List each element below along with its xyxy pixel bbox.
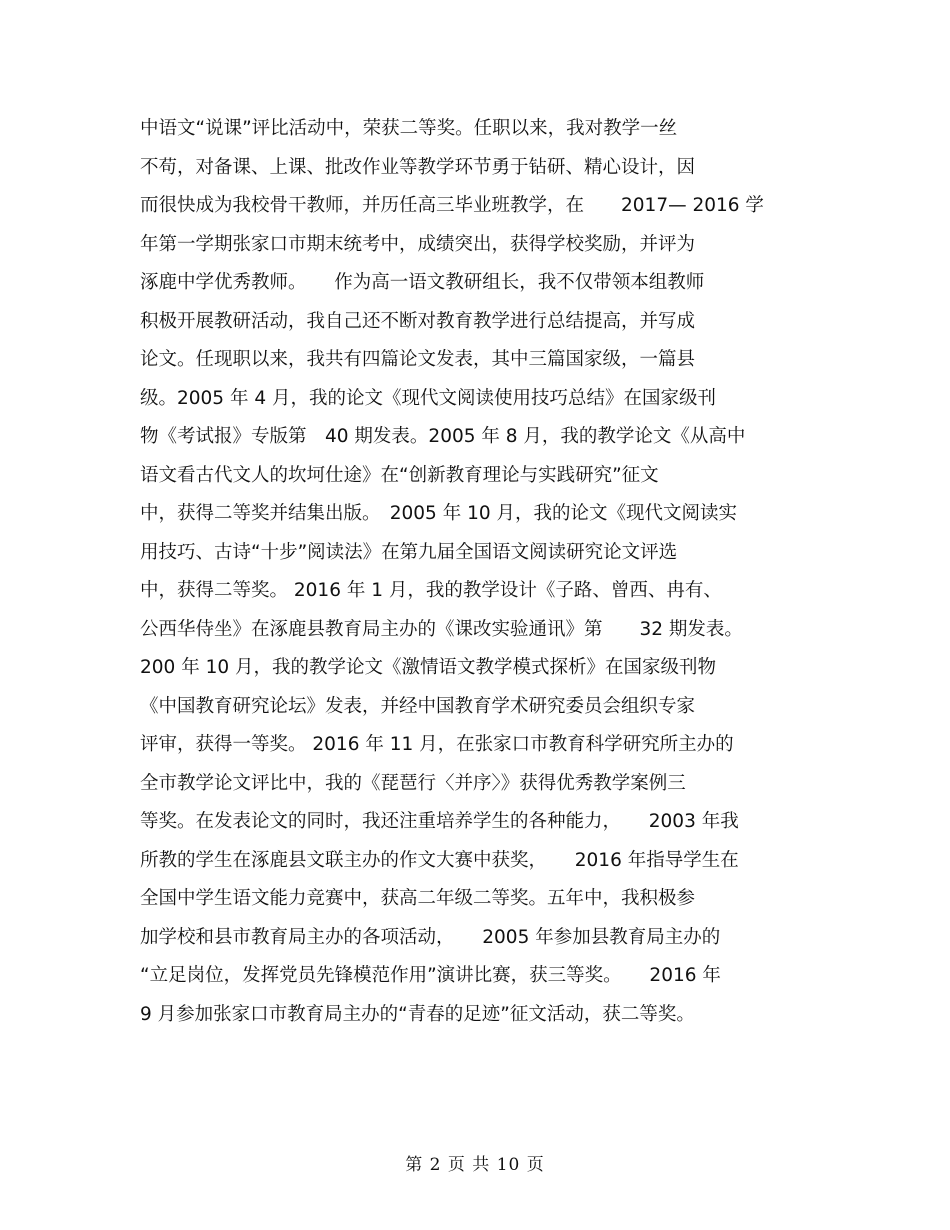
text-line: 中，获得二等奖并结集出版。 2005 年 10 月，我的论文《现代文阅读实 <box>140 503 738 524</box>
text-line: 公西华侍坐》在涿鹿县教育局主办的《课改实验通讯》第 32 期发表。 <box>140 618 743 640</box>
text-line: 中语文“说课”评比活动中，荣获二等奖。任职以来，我对教学一丝 <box>140 118 678 139</box>
text-line: 200 年 10 月，我的教学论文《激情语文教学模式探析》在国家级刊物 <box>140 657 716 678</box>
text-line: “立足岗位，发挥党员先锋模范作用”演讲比赛，获三等奖。 2016 年 <box>140 965 721 986</box>
text-line: 《中国教育研究论坛》发表，并经中国教育学术研究委员会组织专家 <box>140 695 696 717</box>
text-line: 而很快成为我校骨干教师，并历任高三毕业班教学，在 2017— 2016 学 <box>140 195 764 216</box>
text-line: 中，获得二等奖。 2016 年 1 月，我的教学设计《子路、曾西、冉有、 <box>140 580 722 601</box>
text-line: 积极开展教研活动，我自己还不断对教育教学进行总结提高，并写成 <box>140 310 696 332</box>
text-line: 物《考试报》专版第 40 期发表。2005 年 8 月，我的教学论文《从高中 <box>140 426 746 447</box>
text-line: 不苟，对备课、上课、批改作业等教学环节勇于钻研、精心设计，因 <box>140 156 696 178</box>
text-line: 9 月参加张家口市教育局主办的“青春的足迹”征文活动，获二等奖。 <box>140 1003 695 1025</box>
text-line: 用技巧、古诗“十步”阅读法》在第九届全国语文阅读研究论文评选 <box>140 541 678 563</box>
text-line: 加学校和县市教育局主办的各项活动， 2005 年参加县教育局主办的 <box>140 926 721 948</box>
text-line: 论文。任现职以来，我共有四篇论文发表，其中三篇国家级，一篇县 <box>140 349 696 370</box>
text-line: 全市教学论文评比中，我的《琵琶行〈并序〉》获得优秀教学案例三 <box>140 772 686 794</box>
text-line: 语文看古代文人的坎坷仕途》在“创新教育理论与实践研究”征文 <box>140 464 659 486</box>
text-line: 评审，获得一等奖。 2016 年 11 月，在张家口市教育科学研究所主办的 <box>140 734 734 755</box>
text-line: 全国中学生语文能力竞赛中，获高二年级二等奖。五年中，我积极参 <box>140 888 696 909</box>
text-line: 年第一学期张家口市期末统考中，成绩突出，获得学校奖励，并评为 <box>140 233 696 255</box>
text-line: 所教的学生在涿鹿县文联主办的作文大赛中获奖， 2016 年指导学生在 <box>140 849 739 871</box>
page-footer: 第 2 页 共 10 页 <box>405 1155 545 1175</box>
text-line: 涿鹿中学优秀教师。 作为高一语文教研组长，我不仅带领本组教师 <box>140 272 705 293</box>
body-text <box>140 110 820 1034</box>
text-line: 等奖。在发表论文的同时，我还注重培养学生的各种能力， 2003 年我 <box>140 811 739 832</box>
text-line: 级。2005 年 4 月，我的论文《现代文阅读使用技巧总结》在国家级刊 <box>140 387 716 409</box>
